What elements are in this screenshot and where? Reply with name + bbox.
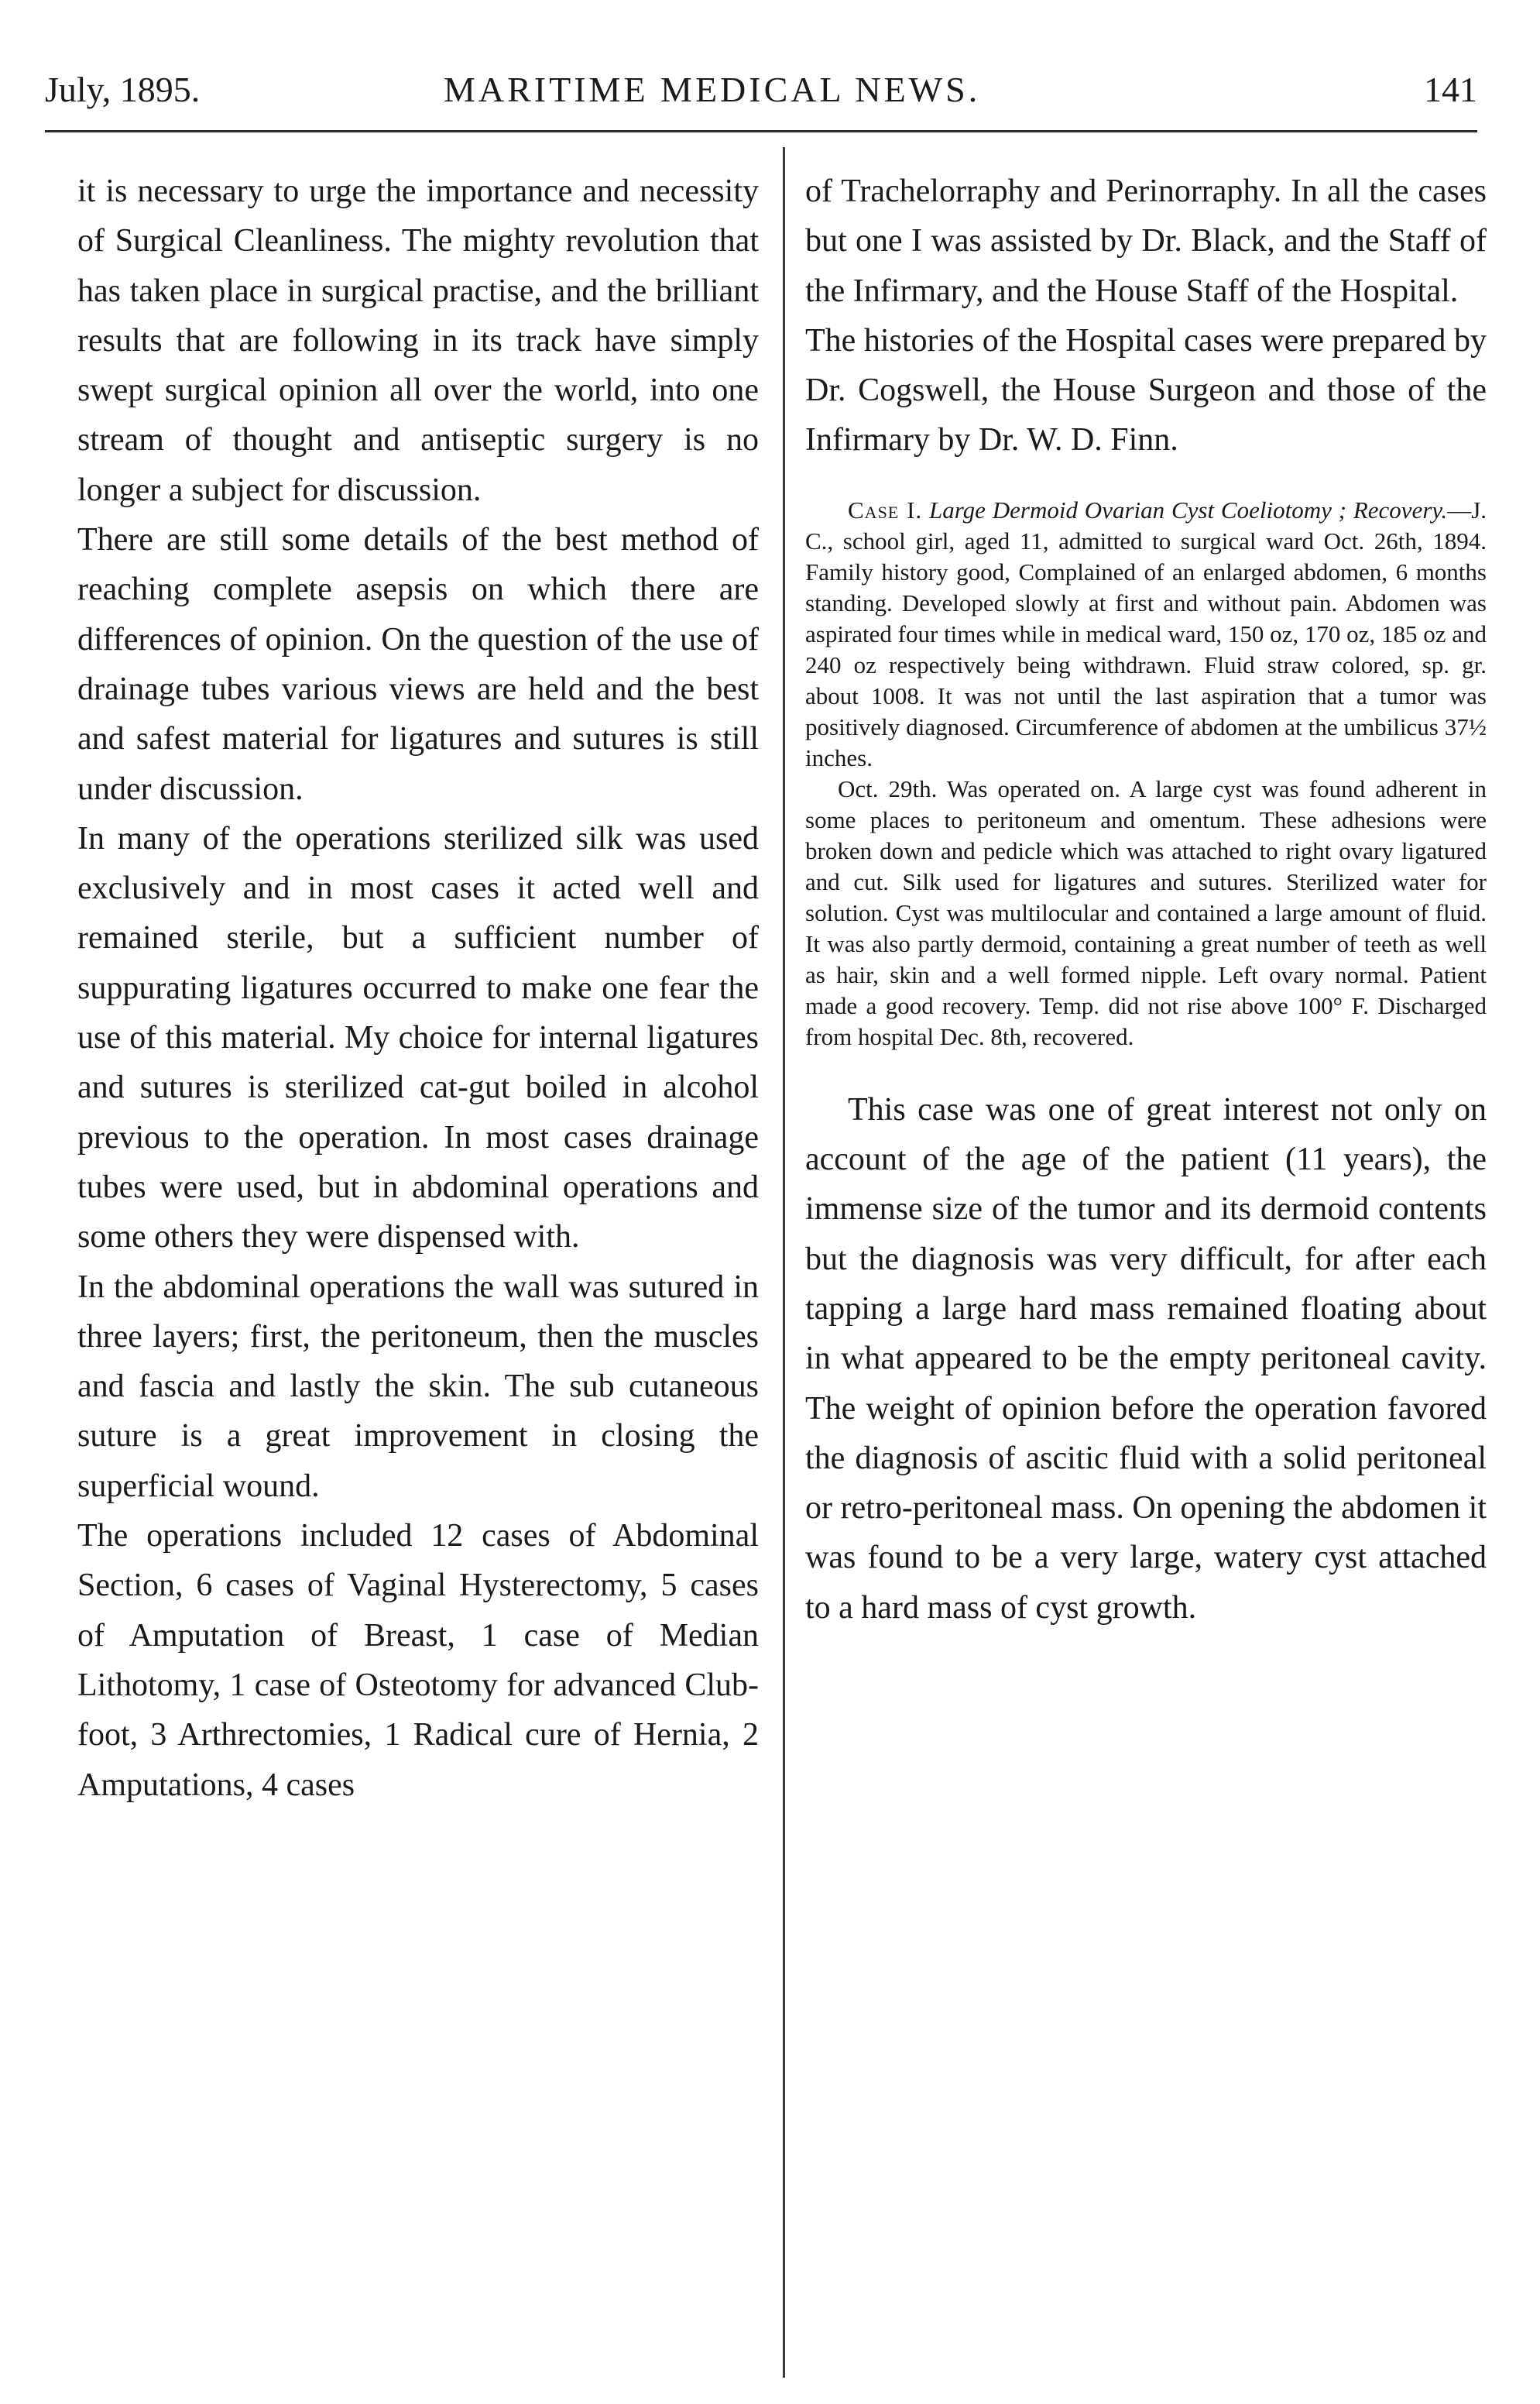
case-title: Large Dermoid Ovarian Cyst Coeliotomy ; Recovery. bbox=[929, 496, 1448, 524]
paragraph-operations-list: The operations included 12 cases of Abdominal Section, 6 cases of Vaginal Hysterectomy, 5 cases of Amputation of Breast, 1 case of Median Lithotomy, 1 case of Osteotomy for advanced Club-foot, 3 Arthrectomies, 1 Radical cure of Hernia, 2 Amputations, 4 cases bbox=[77, 1518, 759, 1803]
right-column bbox=[805, 167, 1487, 1633]
header-rule bbox=[45, 130, 1477, 132]
case-report-paragraph-1 bbox=[805, 495, 1487, 774]
paragraph-asepsis-methods: There are still some details of the best method of reaching complete asepsis on which there are differences of opinion. On the question of the use of drainage tubes various views are held and the best and safest material for ligatures and sutures is still under discussion. bbox=[77, 522, 759, 807]
case-label: Case I. bbox=[848, 496, 923, 524]
paragraph-histories: The histories of the Hospital cases were prepared by Dr. Cogswell, the House Surgeon and those of the Infirmary by Dr. W. D. Finn. bbox=[805, 322, 1487, 458]
paragraph-surgical-cleanliness: it is necessary to urge the importance and necessity of Surgical Cleanliness. The mighty revolution that has taken place in surgical practise, and the brilliant results that are following in its track have simply swept surgical opinion all over the world, into one stream of thought and antiseptic surgery is no longer a subject for discussion. bbox=[77, 173, 759, 508]
journal-title: MARITIME MEDICAL NEWS. bbox=[444, 70, 981, 109]
running-header bbox=[45, 67, 1477, 121]
case-history: —J. C., school girl, aged 11, admitted to surgical ward Oct. 26th, 1894. Family history good, Complained of an enlarged abdomen, 6 months standing. Developed slowly at first and without pain. Abdomen was aspirated four times while in medical ward, 150 oz, 170 oz, 185 oz and 240 oz respectively being withdrawn. Fluid straw colored, sp. gr. about 1008. It was not until the last aspiration that a tumor was positively diagnosed. Circumference of abdomen at the umbilicus 37½ inches. bbox=[805, 496, 1487, 771]
paragraph-case-discussion: This case was one of great interest not only on account of the age of the patient (11 years), the immense size of the tumor and its dermoid contents but the diagnosis was very difficult, for after each tapping a large hard mass remained floating about in what appeared to be the empty peritoneal cavity. The weight of opinion before the operation favored the diagnosis of ascitic fluid with a solid peritoneal or retro-peritoneal mass. On opening the abdomen it was found to be a very large, watery cyst attached to a hard mass of cyst growth. bbox=[805, 1091, 1487, 1626]
header-date: July, 1895. bbox=[45, 70, 201, 109]
paragraph-assistants: of Trachelorraphy and Perinorraphy. In all the cases but one I was assisted by Dr. Black, and the Staff of the Infirmary, and the House Staff of the Hospital. bbox=[805, 173, 1487, 309]
page-number: 141 bbox=[1424, 70, 1477, 109]
paragraph-ligatures: In many of the operations sterilized silk was used exclusively and in most cases it acted well and remained sterile, but a sufficient number of suppurating ligatures occurred to make one fear the use of this material. My choice for internal ligatures and sutures is sterilized cat-gut boiled in alcohol previous to the operation. In most cases drainage tubes were used, but in abdominal operations and some others they were dispensed with. bbox=[77, 820, 759, 1255]
column-divider bbox=[783, 147, 785, 2378]
paragraph-abdominal-sutures: In the abdominal operations the wall was sutured in three layers; first, the peritoneum, then the muscles and fascia and lastly the skin. The sub cutaneous suture is a great improvement in closing the superficial wound. bbox=[77, 1269, 759, 1504]
case-report-paragraph-2: Oct. 29th. Was operated on. A large cyst was found adherent in some places to peritoneum and omentum. These adhesions were broken down and pedicle which was attached to right ovary ligatured and cut. Silk used for ligatures and sutures. Sterilized water for solution. Cyst was multilocular and contained a large amount of fluid. It was also partly dermoid, containing a great number of teeth as well as hair, skin and a well formed nipple. Left ovary normal. Patient made a good recovery. Temp. did not rise above 100° F. Discharged from hospital Dec. 8th, recovered. bbox=[805, 774, 1487, 1050]
case-report bbox=[805, 495, 1487, 1053]
left-column bbox=[77, 167, 759, 1810]
